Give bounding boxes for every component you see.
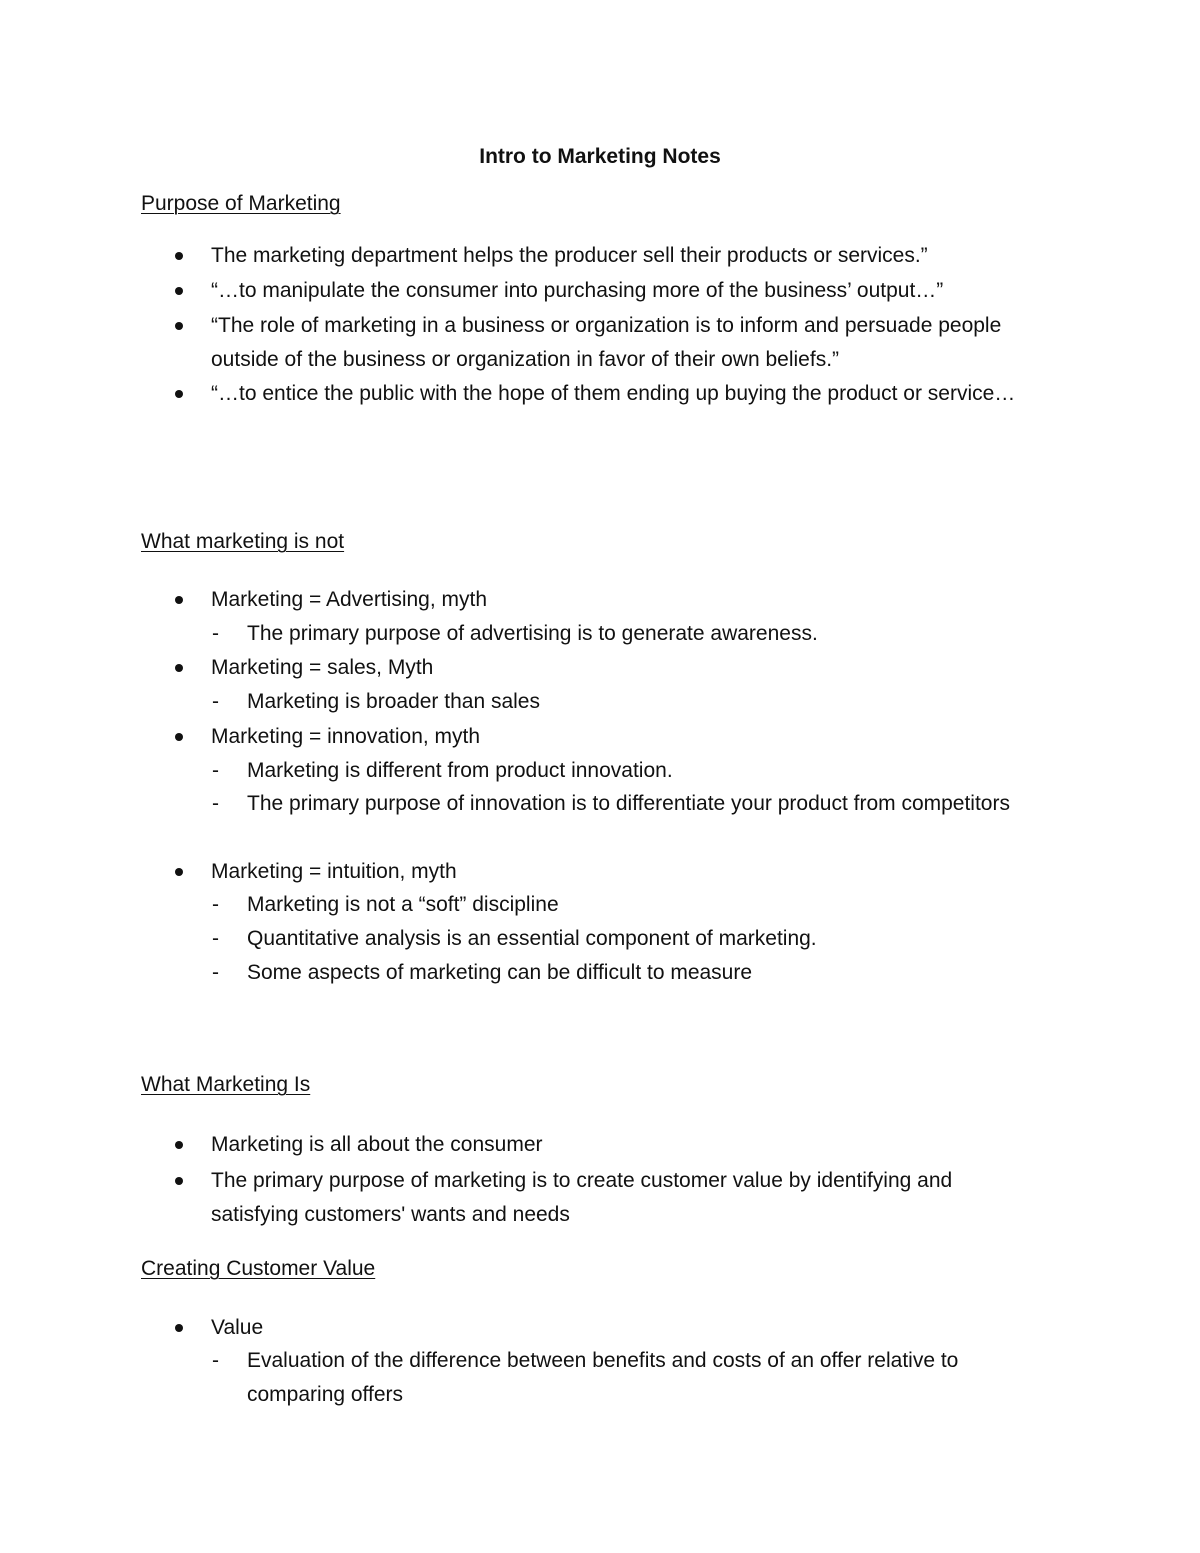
sub-list-item: - Evaluation of the difference between benefits and costs of an offer relative to comparing offers — [212, 1344, 1052, 1411]
dash-marker: - — [212, 759, 219, 782]
bullet-icon — [175, 390, 183, 398]
bullet-icon — [175, 868, 183, 876]
sub-list-item: - The primary purpose of innovation is to differentiate your product from competitors — [212, 787, 1052, 821]
section-heading-not: What marketing is not — [141, 530, 345, 553]
list-item: Marketing = sales, Myth — [175, 651, 1045, 685]
list-item: The marketing department helps the producer sell their products or services.” — [175, 239, 1045, 273]
sub-list-item: - Marketing is not a “soft” discipline — [212, 888, 1052, 922]
bullet-icon — [175, 252, 183, 260]
dash-marker: - — [212, 690, 219, 713]
dash-marker: - — [212, 927, 219, 950]
bullet-icon — [175, 1141, 183, 1149]
bullet-icon — [175, 287, 183, 295]
dash-marker: - — [212, 961, 219, 984]
list-item: Marketing = Advertising, myth — [175, 583, 1045, 617]
bullet-icon — [175, 1177, 183, 1185]
sub-list-item: - Marketing is different from product innovation. — [212, 754, 1052, 788]
sub-list-item: - Some aspects of marketing can be difficult to measure — [212, 956, 1052, 990]
list-item: Marketing = intuition, myth — [175, 855, 1045, 889]
list-item: “…to manipulate the consumer into purchasing more of the business’ output…” — [175, 274, 1045, 308]
bullet-icon — [175, 322, 183, 330]
bullet-icon — [175, 596, 183, 604]
list-item: Marketing is all about the consumer — [175, 1128, 1045, 1162]
bullet-icon — [175, 664, 183, 672]
section-heading-value: Creating Customer Value — [141, 1257, 376, 1280]
list-item: The primary purpose of marketing is to create customer value by identifying and satisfying customers' wants and needs — [175, 1164, 1045, 1231]
sub-list-item: - Quantitative analysis is an essential component of marketing. — [212, 922, 1052, 956]
list-item: Value — [175, 1311, 1045, 1345]
document-title: Intro to Marketing Notes — [479, 145, 721, 168]
list-item: “The role of marketing in a business or organization is to inform and persuade people outside of the business or organization in favor of their own beliefs.” — [175, 309, 1045, 376]
section-heading-purpose: Purpose of Marketing — [141, 192, 341, 215]
list-item: Marketing = innovation, myth — [175, 720, 1045, 754]
sub-list-item: - Marketing is broader than sales — [212, 685, 1052, 719]
dash-marker: - — [212, 792, 219, 815]
sub-list-item: - The primary purpose of advertising is to generate awareness. — [212, 617, 1052, 651]
bullet-icon — [175, 1324, 183, 1332]
dash-marker: - — [212, 1349, 219, 1372]
bullet-icon — [175, 733, 183, 741]
list-item: “…to entice the public with the hope of them ending up buying the product or service… — [175, 377, 1045, 411]
section-heading-is: What Marketing Is — [141, 1073, 311, 1096]
dash-marker: - — [212, 893, 219, 916]
dash-marker: - — [212, 622, 219, 645]
